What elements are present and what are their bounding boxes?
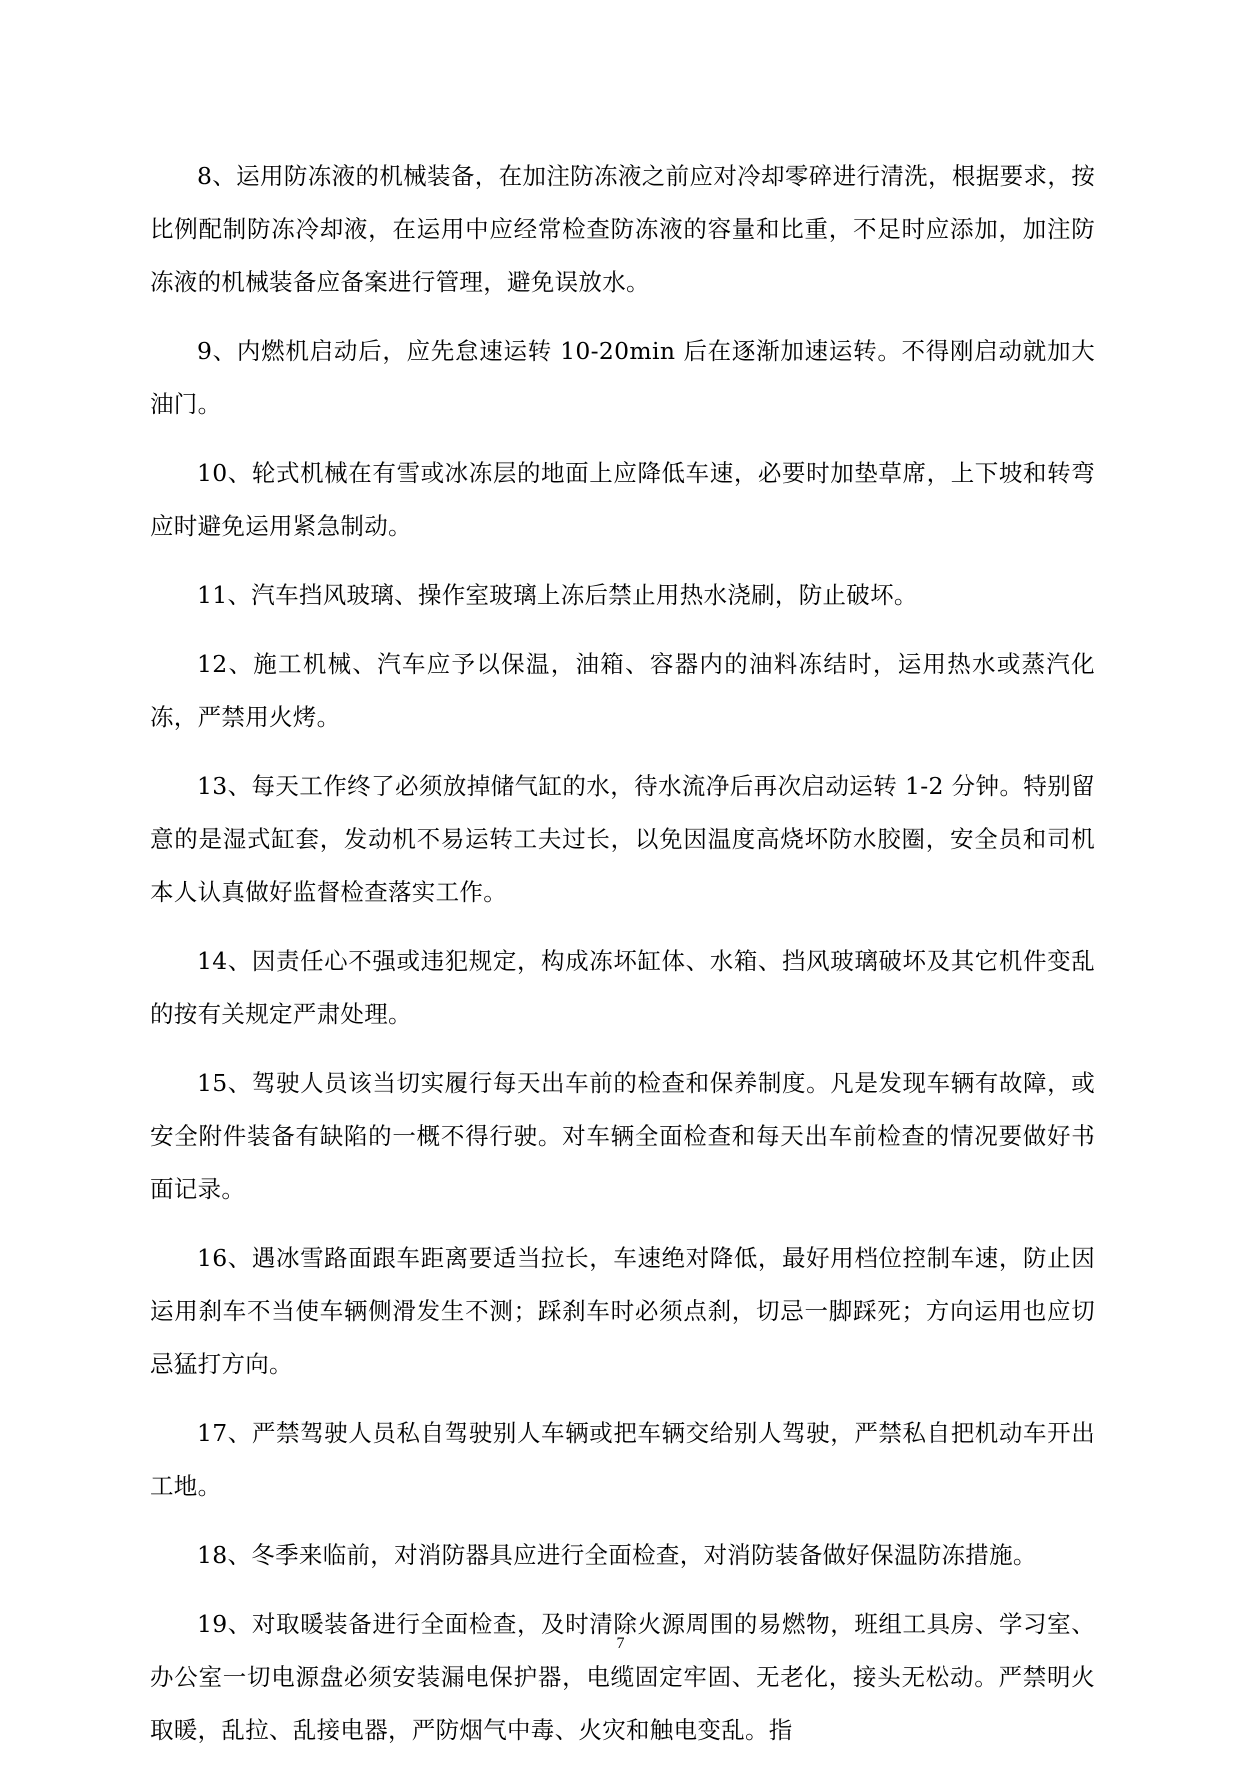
- paragraph-item-16: 16、遇冰雪路面跟车距离要适当拉长，车速绝对降低，最好用档位控制车速，防止因运用刹车不当使车辆侧滑发生不测；踩刹车时必须点刹，切忌一脚踩死；方向运用也应切忌猛打方向。: [150, 1244, 1095, 1378]
- page-number: 7: [616, 1635, 625, 1652]
- paragraph-item-17: 17、严禁驾驶人员私自驾驶别人车辆或把车辆交给别人驾驶，严禁私自把机动车开出工地。: [150, 1419, 1095, 1500]
- paragraph-item-11: 11、汽车挡风玻璃、操作室玻璃上冻后禁止用热水浇刷，防止破坏。: [197, 581, 918, 609]
- paragraph-item-13: 13、每天工作终了必须放掉储气缸的水，待水流净后再次启动运转 1-2 分钟。特别留意的是湿式缸套，发动机不易运转工夫过长，以免因温度高烧坏防水胶圈，安全员和司机本人认真做好监督检查落实工作。: [150, 772, 1095, 906]
- paragraph-item-14: 14、因责任心不强或违犯规定，构成冻坏缸体、水箱、挡风玻璃破坏及其它机件变乱的按有关规定严肃处理。: [150, 947, 1095, 1028]
- paragraph-item-9: 9、内燃机启动后，应先怠速运转 10-20min 后在逐渐加速运转。不得刚启动就加大油门。: [150, 337, 1095, 418]
- paragraph-item-12: 12、施工机械、汽车应予以保温，油箱、容器内的油料冻结时，运用热水或蒸汽化冻，严禁用火烤。: [150, 650, 1095, 731]
- paragraph-item-18: 18、冬季来临前，对消防器具应进行全面检查，对消防装备做好保温防冻措施。: [197, 1541, 1037, 1569]
- paragraph-item-10: 10、轮式机械在有雪或冰冻层的地面上应降低车速，必要时加垫草席，上下坡和转弯应时避免运用紧急制动。: [150, 459, 1095, 540]
- paragraph-item-8: 8、运用防冻液的机械装备，在加注防冻液之前应对冷却零碎进行清洗，根据要求，按比例配制防冻冷却液，在运用中应经常检查防冻液的容量和比重，不足时应添加，加注防冻液的机械装备应备案进行管理，避免误放水。: [150, 162, 1095, 296]
- paragraph-item-15: 15、驾驶人员该当切实履行每天出车前的检查和保养制度。凡是发现车辆有故障，或安全附件装备有缺陷的一概不得行驶。对车辆全面检查和每天出车前检查的情况要做好书面记录。: [150, 1069, 1095, 1203]
- paragraph-item-19: 19、对取暖装备进行全面检查，及时清除火源周围的易燃物，班组工具房、学习室、办公室一切电源盘必须安装漏电保护器，电缆固定牢固、无老化，接头无松动。严禁明火取暖，乱拉、乱接电器，严防烟气中毒、火灾和触电变乱。指: [150, 1610, 1095, 1744]
- document-body: [150, 150, 1095, 1773]
